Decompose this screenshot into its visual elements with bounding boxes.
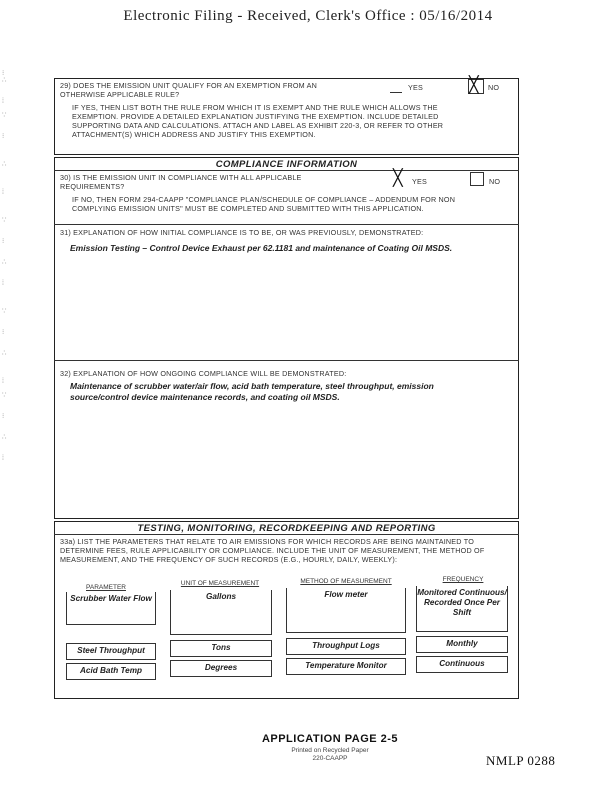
testing-title-rule <box>54 534 519 535</box>
table-cell-parameter: Scrubber Water Flow <box>66 592 156 625</box>
q29-yes-line <box>390 92 402 93</box>
table-cell-frequency: Monitored Continuous/ Recorded Once Per Shift <box>416 586 508 632</box>
col-header-parameter: PARAMETER <box>86 584 126 591</box>
table-cell-unit: Degrees <box>170 660 272 677</box>
q30-no-label: NO <box>489 177 501 186</box>
filing-header: Electronic Filing - Received, Clerk's Office : 05/16/2014 <box>123 8 493 24</box>
bates-stamp: NMLP 0288 <box>486 753 556 768</box>
scan-artifacts: ⁝ ∴ ⁞ ∵ ⁝ ∴ ⁞ ∵ ⁝ ∴ ⁞ ∵ ⁝ ∴ ⁞ ∵ ⁝ ∴ ⁞ <box>2 70 7 462</box>
recycled-paper-note: Printed on Recycled Paper <box>291 747 369 754</box>
q29-yes-label: YES <box>408 83 423 92</box>
form-number: 220-CAAPP <box>312 755 348 762</box>
table-cell-method: Flow meter <box>286 588 406 633</box>
table-cell-method: Throughput Logs <box>286 638 406 655</box>
application-page-title: APPLICATION PAGE 2-5 <box>261 733 399 745</box>
q29-no-label: NO <box>488 83 500 92</box>
q30-yes-x-mark: ╳ <box>393 170 403 187</box>
q30-note: IF NO, THEN FORM 294-CAAPP "COMPLIANCE PLAN/SCHEDULE OF COMPLIANCE – ADDENDUM FOR NON COMPLYING EMISSION UNITS" MUST BE COMPLETED AND SUBMITTED WITH THIS APPLICATION. <box>72 195 456 213</box>
col-header-frequency: FREQUENCY <box>442 576 484 583</box>
q29-question: 29) DOES THE EMISSION UNIT QUALIFY FOR AN EXEMPTION FROM AN OTHERWISE APPLICABLE RULE? <box>60 81 318 99</box>
table-cell-method: Temperature Monitor <box>286 658 406 675</box>
q29-instructions: IF YES, THEN LIST BOTH THE RULE FROM WHICH IT IS EXEMPT AND THE RULE WHICH ALLOWS THE EXEMPTION. PROVIDE A DETAILED EXPLANATION JUSTIFYING THE EXEMPTION. INCLUDE DETAILED SUPPORTING DATA AND CALCULATIONS. ATTACH AND LABEL AS EXHIBIT 220-3, OR REFER TO OTHER ATTACHMENT(S) WHICH ADDRESS AND JUSTIFY THIS EXEMPTION. <box>72 103 444 139</box>
col-header-unit: UNIT OF MEASUREMENT <box>180 580 260 587</box>
q32-question: 32) EXPLANATION OF HOW ONGOING COMPLIANCE WILL BE DEMONSTRATED: <box>60 369 347 378</box>
q31-question: 31) EXPLANATION OF HOW INITIAL COMPLIANCE IS TO BE, OR WAS PREVIOUSLY, DEMONSTRATED: <box>60 228 424 237</box>
q29-no-x-mark: ╳ <box>469 77 479 94</box>
q30-no-checkbox[interactable] <box>470 172 484 186</box>
table-cell-unit: Tons <box>170 640 272 657</box>
q30-question: 30) IS THE EMISSION UNIT IN COMPLIANCE WITH ALL APPLICABLE REQUIREMENTS? <box>60 173 302 191</box>
compliance-title-rule <box>54 170 519 171</box>
q30-yes-label: YES <box>412 177 427 186</box>
q33a-question: 33a) LIST THE PARAMETERS THAT RELATE TO AIR EMISSIONS FOR WHICH RECORDS ARE BEING MAINTAINED TO DETERMINE FEES, RULE APPLICABILITY OR COMPLIANCE. INCLUDE THE UNIT OF MEASUREMENT, THE METHOD OF MEASUREMENT, AND THE FREQUENCY OF SUCH RECORDS (E.G., HOURLY, DAILY, WEEKLY): <box>60 537 485 564</box>
q30-divider <box>54 224 519 225</box>
q31-divider <box>54 360 519 361</box>
q32-answer: Maintenance of scrubber water/air flow, acid bath temperature, steel throughput, emission source/control device maintenance records, and coating oil MSDS. <box>70 381 434 402</box>
compliance-title: COMPLIANCE INFORMATION <box>215 159 358 170</box>
table-cell-parameter: Steel Throughput <box>66 643 156 660</box>
table-cell-frequency: Continuous <box>416 656 508 673</box>
table-cell-unit: Gallons <box>170 590 272 635</box>
testing-title: TESTING, MONITORING, RECORDKEEPING AND REPORTING <box>137 523 436 534</box>
table-cell-frequency: Monthly <box>416 636 508 653</box>
q31-answer: Emission Testing – Control Device Exhaust per 62.1181 and maintenance of Coating Oil MSDS. <box>70 243 453 253</box>
col-header-method: METHOD OF MEASUREMENT <box>300 578 392 585</box>
table-cell-parameter: Acid Bath Temp <box>66 663 156 680</box>
